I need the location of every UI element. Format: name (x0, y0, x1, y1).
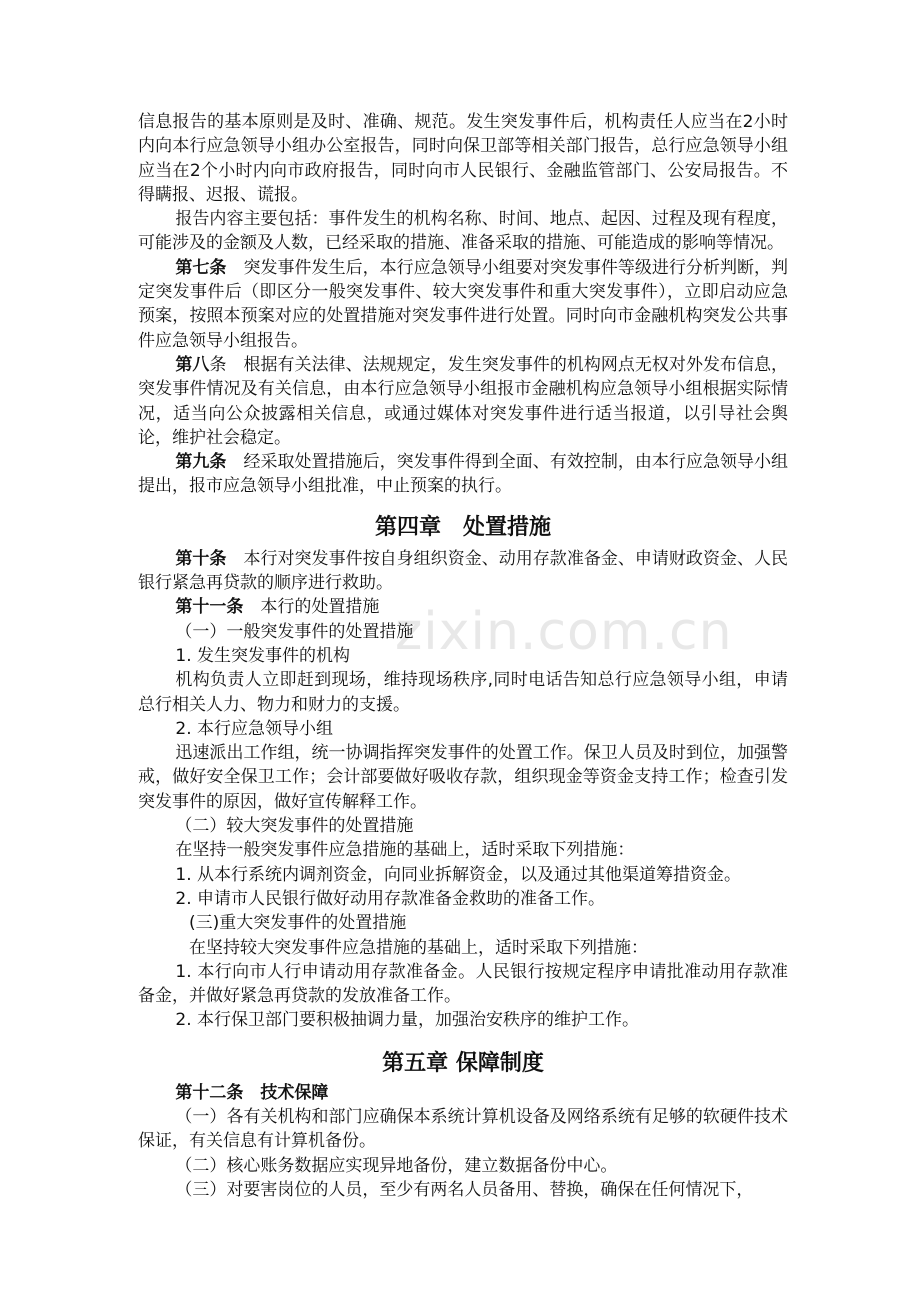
paragraph-reporting-principle: 信息报告的基本原则是及时、准确、规范。发生突发事件后，机构责任人应当在2小时内向本行应急领导小组办公室报告，同时向保卫部等相关部门报告，总行应急领导小组应当在2个小时内向市政府报告，同时向市人民银行、金融监管部门、公安局报告。不得瞒报、迟报、谎报。 (138, 112, 788, 205)
article-10-text: 本行对突发事件按自身组织资金、动用存款准备金、申请财政资金、人民银行紧急再贷款的顺序进行救助。 (138, 548, 789, 594)
article-8-label-suffix: 条 (209, 354, 227, 375)
section-severe-events-intro: 在坚持较大突发事件应急措施的基础上，适时采取下列措施： (189, 937, 648, 958)
chapter-5-heading: 第五章 保障制度 (382, 1050, 544, 1076)
section-general-events: （一）一般突发事件的处置措施 (175, 621, 414, 642)
article-8 (138, 353, 788, 450)
section-major-events-intro: 在坚持一般突发事件应急措施的基础上，适时采取下列措施： (175, 840, 635, 861)
article-12-heading: 第十二条 技术保障 (175, 1082, 329, 1103)
article-7-text: 突发事件发生后，本行应急领导小组要对突发事件等级进行分析判断，判定突发事件后（即区分一般突发事件、较大突发事件和重大突发事件），立即启动应急预案，按照本预案对应的处置措施对突发事件进行处置。同时向市金融机构突发公共事件应急领导小组报告。 (138, 257, 789, 351)
article-9-text: 经采取处置措施后，突发事件得到全面、有效控制，由本行应急领导小组提出，报市应急领导小组批准，中止预案的执行。 (138, 452, 789, 497)
article-9 (138, 450, 788, 499)
article-11-label: 第十一条 (175, 597, 244, 618)
article-11 (138, 595, 788, 619)
paragraph-report-content: 报告内容主要包括：事件发生的机构名称、时间、地点、起因、过程及现有程度，可能涉及的金额及人数，已经采取的措施、准备采取的措施、可能造成的影响等情况。 (138, 209, 788, 254)
item-affected-branch: 1. 发生突发事件的机构 (175, 645, 351, 666)
article-10-label: 第十条 (175, 548, 227, 569)
article-8-label: 第八 (175, 354, 210, 375)
severe-measure-2: 2. 本行保卫部门要积极抽调力量，加强治安秩序的维护工作。 (175, 1010, 640, 1031)
watermark: zixin.com.cn (395, 602, 733, 662)
chapter-4-heading: 第四章 处置措施 (374, 514, 551, 540)
item-leadership-group: 2. 本行应急领导小组 (175, 718, 334, 739)
severe-measure-1: 1. 本行向市人行申请动用存款准备金。人民银行按规定程序申请批准动用存款准备金，并做好紧急再贷款的发放准备工作。 (138, 961, 788, 1007)
article-11-text: 本行的处置措施 (260, 597, 380, 618)
section-severe-events: (三)重大突发事件的处置措施 (189, 913, 407, 934)
major-measure-1: 1. 从本行系统内调剂资金，向同业拆解资金，以及通过其他渠道筹措资金。 (175, 864, 742, 885)
document-page (138, 110, 788, 1202)
item-leadership-group-text: 迅速派出工作组，统一协调指挥突发事件的处置工作。保卫人员及时到位，加强警戒，做好安全保卫工作；会计部要做好吸收存款，组织现金等资金支持工作；检查引发突发事件的原因，做好宣传解释工作。 (138, 743, 788, 812)
article-9-label: 第九条 (175, 452, 227, 473)
article-8-text: 根据有关法律、法规规定，发生突发事件的机构网点无权对外发布信息，突发事件情况及有关信息，由本行应急领导小组报市金融机构应急领导小组根据实际情况，适当向公众披露相关信息，或通过媒体对突发事件进行适当报道，以引导社会舆论，维护社会稳定。 (138, 354, 789, 448)
major-measure-2: 2. 申请市人民银行做好动用存款准备金救助的准备工作。 (175, 888, 606, 909)
tech-guarantee-1: （一）各有关机构和部门应确保本系统计算机设备及网络系统有足够的软硬件技术保证，有关信息有计算机备份。 (138, 1106, 788, 1152)
item-affected-branch-text: 机构负责人立即赶到现场，维持现场秩序,同时电话告知总行应急领导小组，申请总行相关人力、物力和财力的支援。 (138, 670, 788, 715)
article-10 (138, 547, 788, 596)
tech-guarantee-3: （三）对要害岗位的人员，至少有两名人员备用、替换，确保在任何情况下， (175, 1179, 754, 1200)
article-7-label: 第七条 (175, 257, 227, 278)
article-7 (138, 256, 788, 353)
section-major-events: （二）较大突发事件的处置措施 (175, 816, 414, 837)
tech-guarantee-2: （二）核心账务数据应实现异地备份，建立数据备份中心。 (175, 1155, 618, 1176)
